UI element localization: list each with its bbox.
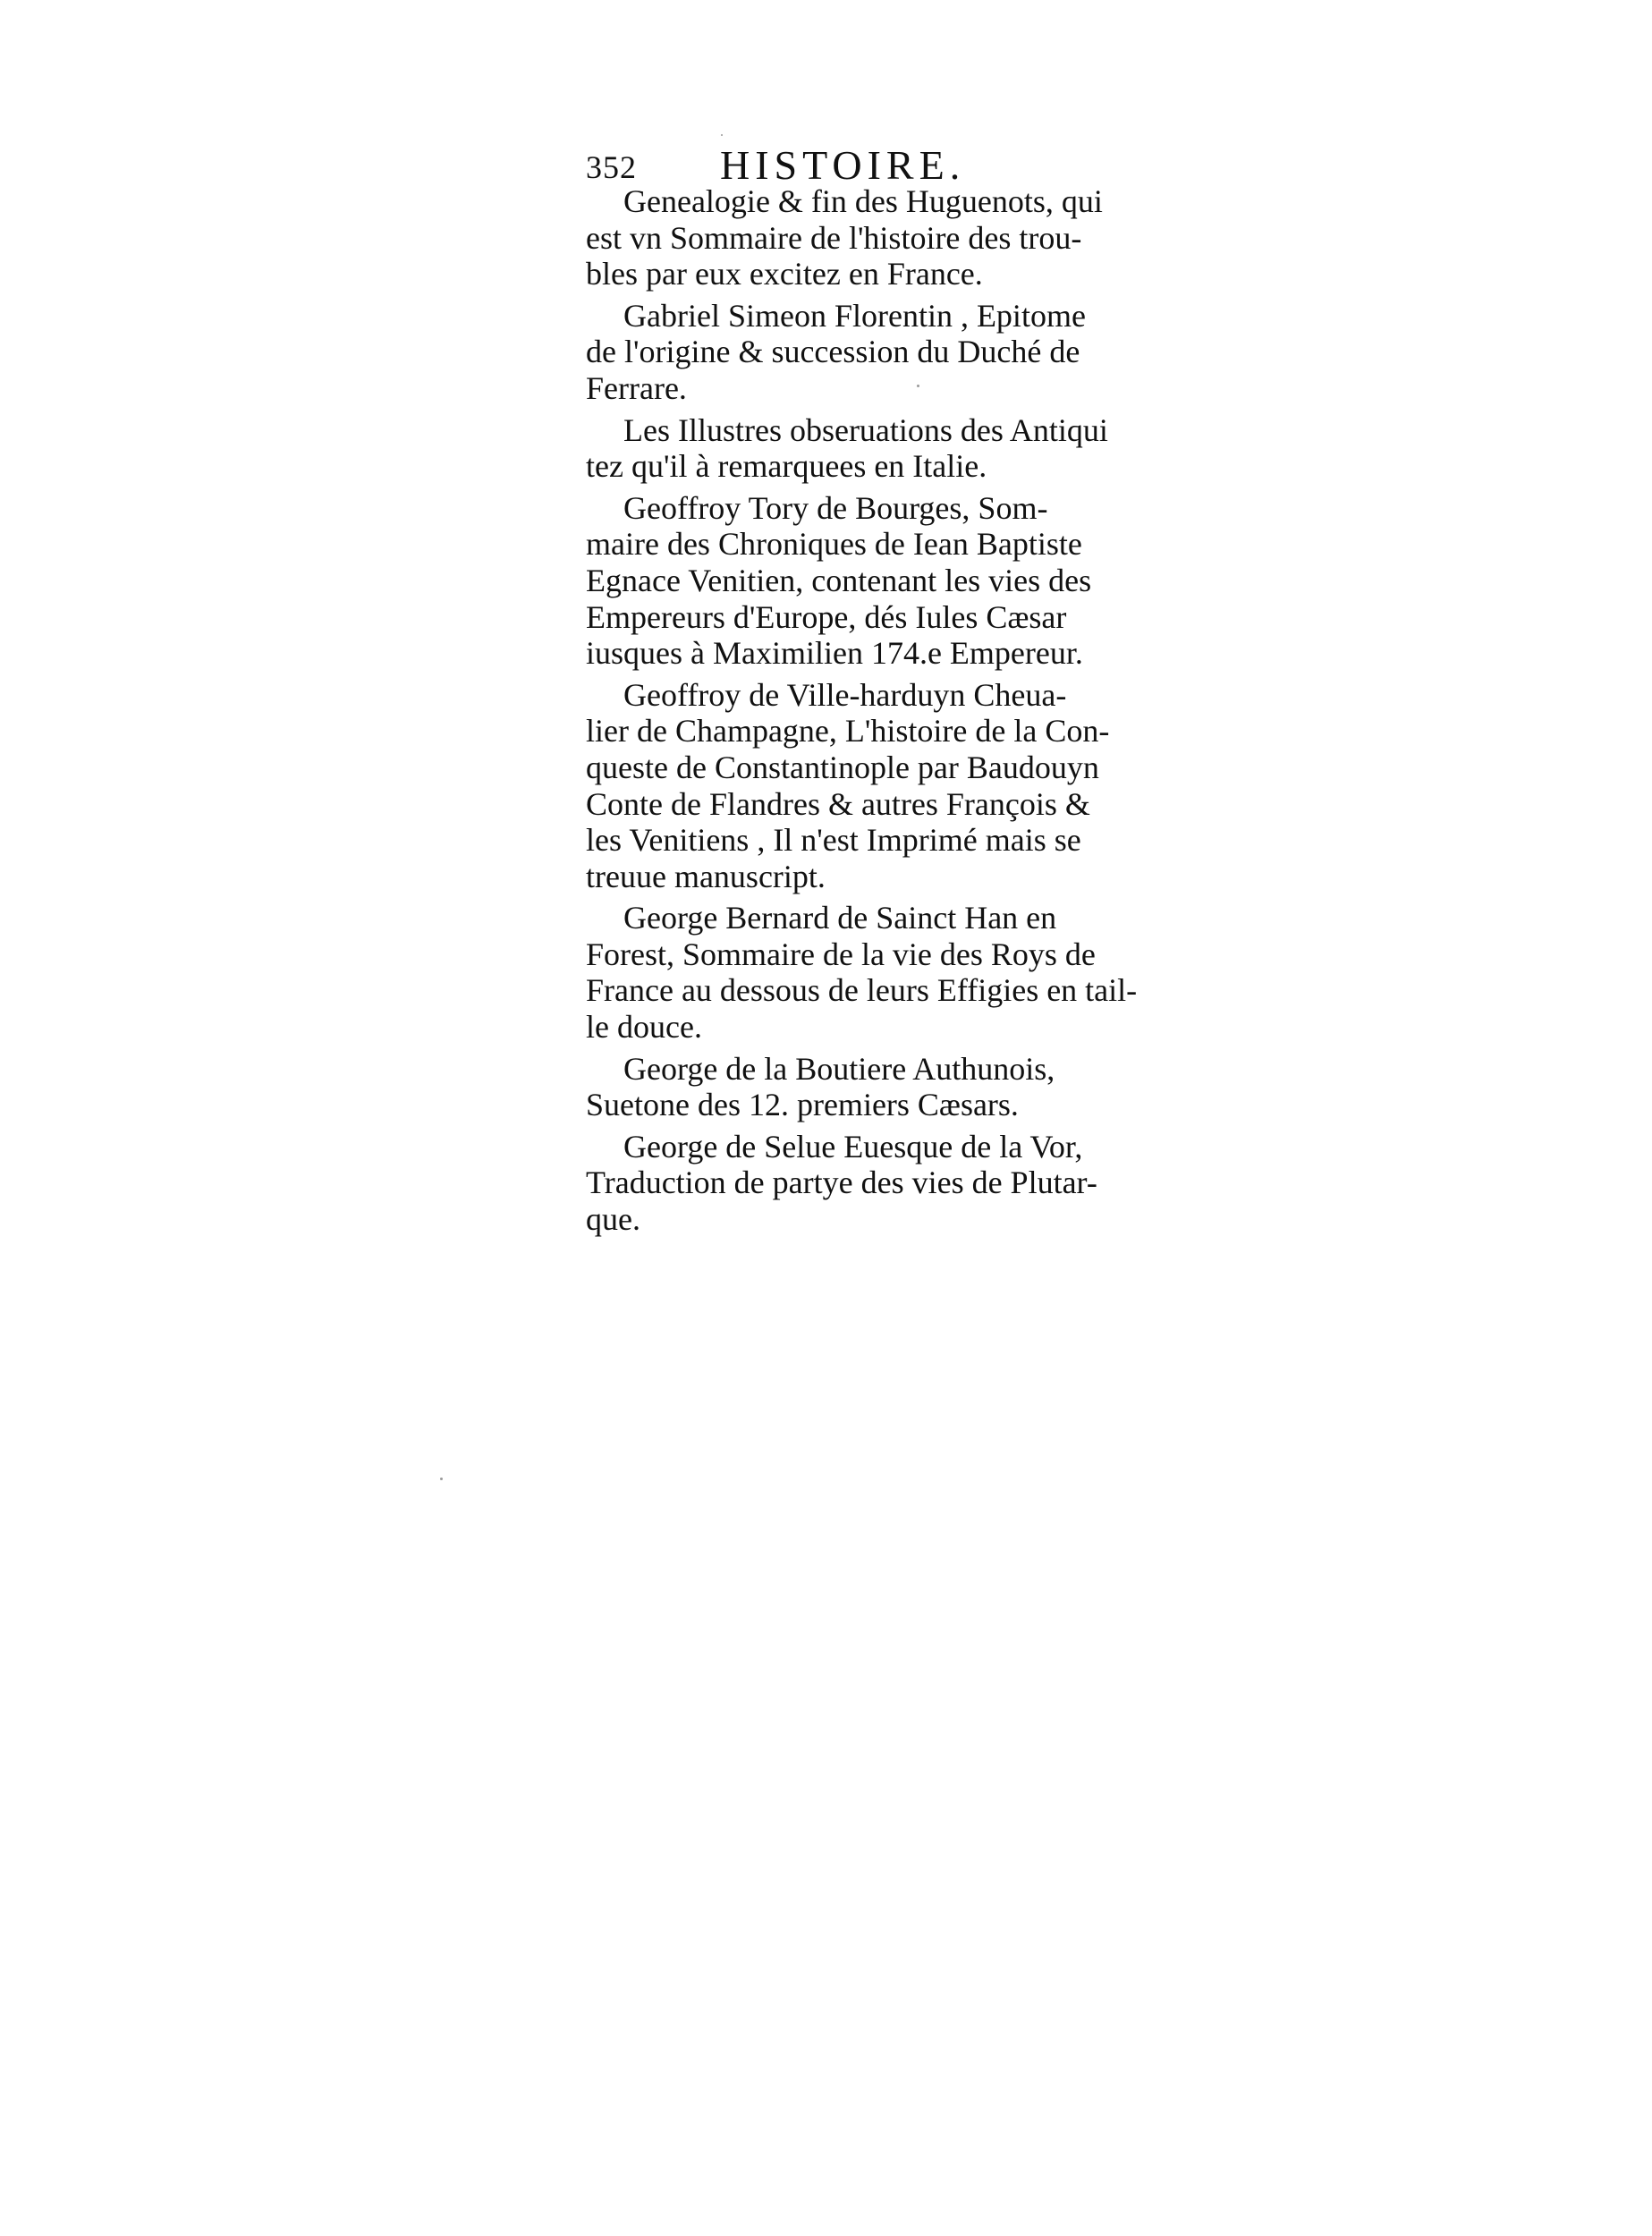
text-line: Empereurs d'Europe, dés Iules Cæsar [586,598,1067,635]
entry-paragraph [586,490,1118,672]
text-line: tez qu'il à remarquees en Italie. [586,448,987,485]
text-line: Forest, Sommaire de la vie des Roys de [586,936,1096,972]
text-line: iusques à Maximilien 174.e Empereur. [586,635,1083,672]
text-body [586,183,1138,1238]
text-line: treuue manuscript. [586,858,826,894]
text-line: les Venitiens , Il n'est Imprimé mais se [586,822,1081,859]
entry-paragraph [586,183,1118,292]
text-line: Suetone des 12. premiers Cæsars. [586,1087,1019,1123]
entry-paragraph [586,1129,1118,1238]
text-line: Geoffroy de Ville-harduyn Cheua- [623,676,1067,713]
running-head: HISTOIRE. [720,142,966,188]
text-line: Gabriel Simeon Florentin , Epitome [623,297,1086,334]
text-line: George Bernard de Sainct Han en [623,900,1057,936]
text-line: Egnace Venitien, contenant les vies des [586,562,1092,598]
text-line: Geoffroy Tory de Bourges, Som- [623,489,1048,526]
entry-paragraph [586,677,1118,895]
text-line: le douce. [586,1009,702,1046]
text-line: George de Selue Euesque de la Vor, [623,1128,1083,1165]
text-line: Traduction de partye des vies de Plutar- [586,1165,1097,1201]
entry-paragraph [586,412,1118,485]
text-line: est vn Sommaire de l'histoire des trou- [586,219,1082,256]
text-line: lier de Champagne, L'histoire de la Con- [586,713,1110,750]
text-line: maire des Chroniques de Iean Baptiste [586,526,1082,563]
paper-speck [917,385,919,387]
text-line: Les Illustres obseruations des Antiqui [623,411,1108,448]
text-line: France au dessous de leurs Effigies en tail- [586,972,1138,1009]
text-line: George de la Boutiere Authunois, [623,1050,1055,1087]
text-line: bles par eux excitez en France. [586,256,983,292]
text-line: Genealogie & fin des Huguenots, qui [623,183,1103,219]
text-line: que. [586,1201,640,1238]
entry-paragraph [586,1051,1118,1123]
paper-speck [721,134,723,136]
text-line: de l'origine & succession du Duché de [586,334,1080,370]
paper-speck [440,1478,443,1480]
entry-paragraph [586,900,1138,1046]
text-line: Ferrare. [586,369,687,406]
page-number: 352 [586,149,637,185]
page-header [586,141,1123,186]
text-line: Conte de Flandres & autres François & [586,785,1090,822]
text-line: queste de Constantinople par Baudouyn [586,749,1099,785]
entry-paragraph [586,298,1118,407]
